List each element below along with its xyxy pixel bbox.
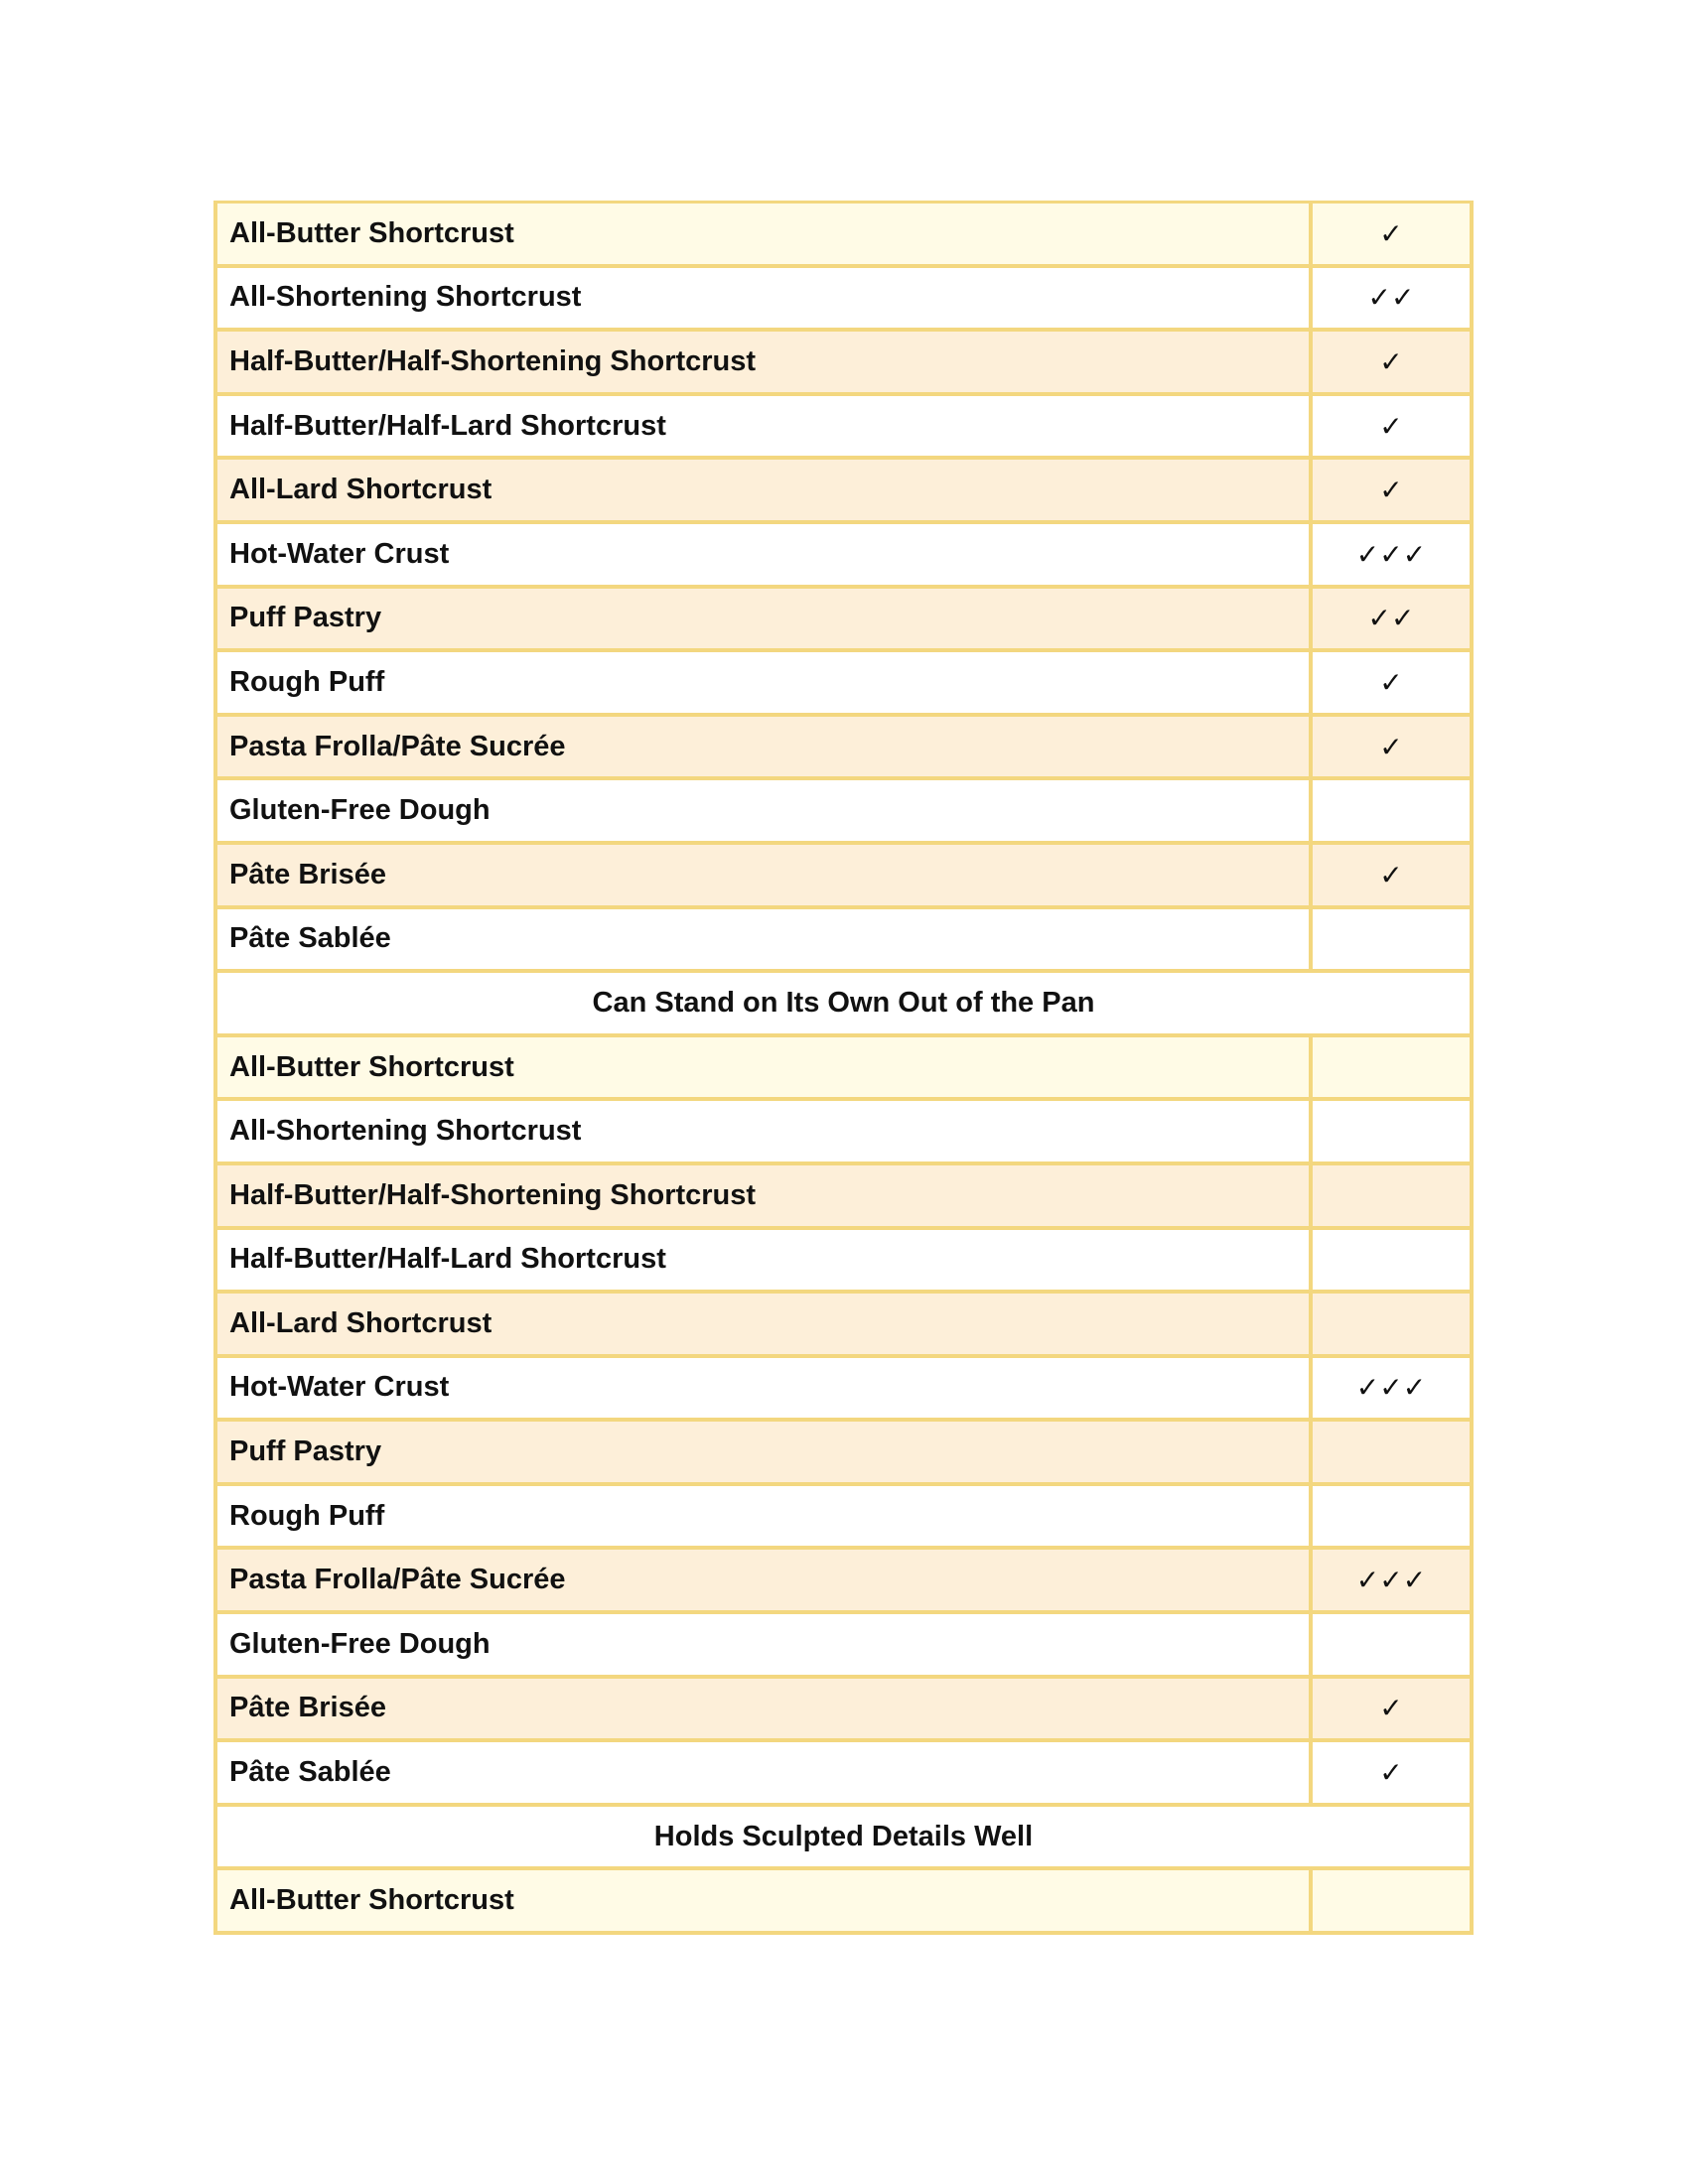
table-row xyxy=(217,1165,1470,1230)
dough-name: All-Lard Shortcrust xyxy=(217,1294,1313,1354)
rating-checkmarks xyxy=(1313,1422,1470,1482)
table-row xyxy=(217,1037,1470,1102)
rating-checkmarks: ✓ xyxy=(1379,1756,1403,1790)
rating-checkmarks: ✓✓✓ xyxy=(1355,1371,1427,1405)
rating-checkmarks: ✓ xyxy=(1379,665,1403,699)
dough-name: Rough Puff xyxy=(217,1486,1313,1547)
rating-checkmarks xyxy=(1313,1870,1470,1931)
table-row xyxy=(217,524,1470,589)
dough-name: Pâte Sablée xyxy=(217,909,1313,970)
table-row xyxy=(217,1486,1470,1551)
table-row xyxy=(217,204,1470,268)
dough-name: All-Shortening Shortcrust xyxy=(217,1101,1313,1161)
rating-checkmarks: ✓✓✓ xyxy=(1355,1564,1427,1597)
rating-checkmarks xyxy=(1313,1101,1470,1161)
dough-name: Puff Pastry xyxy=(217,589,1313,649)
dough-name: Half-Butter/Half-Shortening Shortcrust xyxy=(217,332,1313,392)
dough-name: Half-Butter/Half-Lard Shortcrust xyxy=(217,396,1313,457)
dough-name: Gluten-Free Dough xyxy=(217,1614,1313,1675)
section-heading: Can Stand on Its Own Out of the Pan xyxy=(217,973,1470,1037)
pastry-comparison-table xyxy=(213,201,1474,1935)
dough-name: All-Butter Shortcrust xyxy=(217,1037,1313,1098)
dough-name: Pasta Frolla/Pâte Sucrée xyxy=(217,717,1313,777)
dough-name: All-Shortening Shortcrust xyxy=(217,268,1313,329)
rating-checkmarks: ✓ xyxy=(1379,474,1403,507)
rating-checkmarks: ✓ xyxy=(1379,858,1403,891)
dough-name: Hot-Water Crust xyxy=(217,524,1313,585)
dough-name: Gluten-Free Dough xyxy=(217,780,1313,841)
dough-name: Pâte Brisée xyxy=(217,845,1313,905)
rating-checkmarks: ✓ xyxy=(1379,1692,1403,1725)
table-row xyxy=(217,396,1470,461)
table-row xyxy=(217,909,1470,974)
table-row xyxy=(217,1742,1470,1807)
table-row xyxy=(217,1101,1470,1165)
rating-checkmarks xyxy=(1313,1614,1470,1675)
rating-checkmarks xyxy=(1313,1037,1470,1098)
table-row xyxy=(217,1614,1470,1679)
table-row xyxy=(217,1230,1470,1295)
table-row xyxy=(217,1870,1470,1935)
table-row xyxy=(217,268,1470,333)
table-row xyxy=(217,652,1470,717)
rating-checkmarks xyxy=(1313,909,1470,970)
rating-checkmarks: ✓✓ xyxy=(1367,602,1415,635)
table-row xyxy=(217,717,1470,781)
rating-checkmarks xyxy=(1313,1230,1470,1291)
table-row xyxy=(217,1358,1470,1423)
rating-checkmarks xyxy=(1313,1294,1470,1354)
dough-name: Pasta Frolla/Pâte Sucrée xyxy=(217,1550,1313,1610)
rating-checkmarks: ✓✓ xyxy=(1367,281,1415,315)
table-row xyxy=(217,845,1470,909)
rating-checkmarks: ✓✓✓ xyxy=(1355,537,1427,571)
table-row xyxy=(217,460,1470,524)
table-row xyxy=(217,1679,1470,1743)
dough-name: All-Lard Shortcrust xyxy=(217,460,1313,520)
dough-name: Puff Pastry xyxy=(217,1422,1313,1482)
dough-name: All-Butter Shortcrust xyxy=(217,1870,1313,1931)
dough-name: Rough Puff xyxy=(217,652,1313,713)
dough-name: Half-Butter/Half-Shortening Shortcrust xyxy=(217,1165,1313,1226)
dough-name: Pâte Brisée xyxy=(217,1679,1313,1739)
table-row xyxy=(217,780,1470,845)
table-row xyxy=(217,1422,1470,1486)
table-row xyxy=(217,332,1470,396)
rating-checkmarks xyxy=(1313,1165,1470,1226)
dough-name: Pâte Sablée xyxy=(217,1742,1313,1803)
rating-checkmarks: ✓ xyxy=(1379,730,1403,763)
rating-checkmarks: ✓ xyxy=(1379,409,1403,443)
dough-name: All-Butter Shortcrust xyxy=(217,204,1313,264)
table-row xyxy=(217,1294,1470,1358)
rating-checkmarks xyxy=(1313,1486,1470,1547)
rating-checkmarks: ✓ xyxy=(1379,216,1403,250)
table-row xyxy=(217,1550,1470,1614)
rating-checkmarks: ✓ xyxy=(1379,344,1403,378)
table-row xyxy=(217,589,1470,653)
section-heading: Holds Sculpted Details Well xyxy=(217,1807,1470,1871)
dough-name: Half-Butter/Half-Lard Shortcrust xyxy=(217,1230,1313,1291)
rating-checkmarks xyxy=(1313,780,1470,841)
dough-name: Hot-Water Crust xyxy=(217,1358,1313,1419)
